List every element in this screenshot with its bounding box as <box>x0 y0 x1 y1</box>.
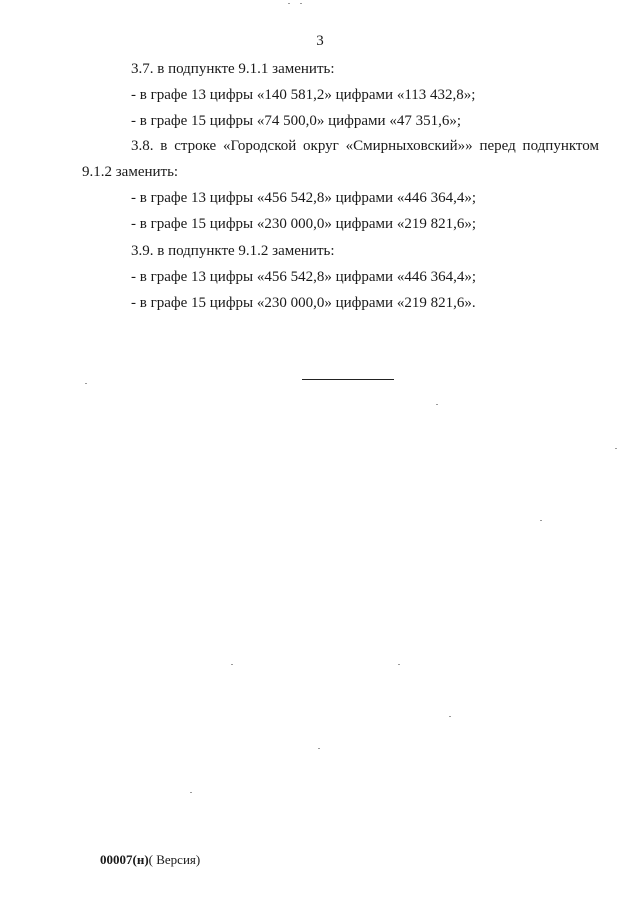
scan-speck <box>398 664 400 665</box>
paragraph-3-7-item-2: - в графе 15 цифры «74 500,0» цифрами «47 351,6»; <box>131 113 461 129</box>
footer-document-code <box>100 852 200 868</box>
paragraph-3-8-item-1: - в графе 13 цифры «456 542,8» цифрами «446 364,4»; <box>131 190 476 206</box>
paragraph-3-7-item-1: - в графе 13 цифры «140 581,2» цифрами «113 432,8»; <box>131 87 476 103</box>
scan-speck <box>190 792 192 793</box>
scan-speck <box>436 404 438 405</box>
scan-speck <box>288 3 290 4</box>
paragraph-3-8-item-2: - в графе 15 цифры «230 000,0» цифрами «219 821,6»; <box>131 216 476 232</box>
scan-speck <box>540 520 542 521</box>
scan-speck <box>449 716 451 717</box>
paragraph-3-7-heading: 3.7. в подпункте 9.1.1 заменить: <box>131 61 335 77</box>
paragraph-3-9-heading: 3.9. в подпункте 9.1.2 заменить: <box>131 243 335 259</box>
paragraph-3-8-heading-continuation: 9.1.2 заменить: <box>82 164 179 180</box>
scan-speck <box>300 3 302 4</box>
paragraph-3-9-item-2: - в графе 15 цифры «230 000,0» цифрами «219 821,6». <box>131 295 476 311</box>
end-separator-line <box>302 379 394 380</box>
footer-code-number: 00007(н) <box>100 852 149 867</box>
scan-speck <box>615 448 617 449</box>
scan-speck <box>318 748 320 749</box>
footer-version-label: ( Версия) <box>148 852 201 867</box>
paragraph-3-9-item-1: - в графе 13 цифры «456 542,8» цифрами «446 364,4»; <box>131 269 476 285</box>
page-number: 3 <box>316 33 324 49</box>
paragraph-3-8-heading: 3.8. в строке «Городской округ «Смирныховский»» перед подпунктом <box>131 138 599 154</box>
scan-speck <box>231 664 233 665</box>
scan-speck <box>85 383 87 384</box>
